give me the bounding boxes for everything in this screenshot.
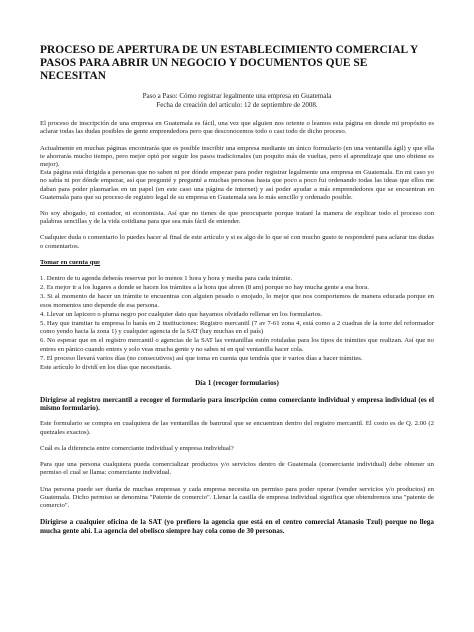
paragraph-comments: Cualquier duda o comentario lo puedes hacer al final de este artículo y si es algo de lo que sé con mucho gusto te responderé para aclarar tus dudas o comentarios. [40, 234, 434, 250]
list-item: Este artículo lo dividí en los días que necesitarás. [40, 364, 172, 372]
creation-date: Fecha de creación del artículo: 12 de septiembre de 2008. [156, 100, 318, 109]
subtitle-line-1: Paso a Paso: Cómo registrar legalmente una empresa en Guatemala [142, 92, 332, 100]
list-item: 3. Si al momento de hacer un trámite te encuentras con alguien pesado o enojado, lo mejor que nos comportemos de manera educada porque en esos momentos uno depende de esa persona. [40, 293, 434, 309]
paragraph-comerciante: Para que una persona cualquiera pueda comercializar productos y/o servicios dentro de Guatemala (comerciante individual) debe obtener un permiso el cual se llama: comerciante individual. [40, 461, 434, 477]
paragraph-patente: Una persona puede ser dueña de muchas empresas y cada empresa necesita un permiso para poder operar (vender servicios y/o productos) en Guatemala. Dicho permiso se denomina "Patente de comercio". Llenar la casilla de empresa individual significa que obtendremos una "patente de comercio". [40, 485, 434, 509]
paragraph-form-cost: Este formulario se compra en cualquiera de las ventanillas de banrural que se encuentran dentro del registro mercantil. El costo es de Q. 2.00 (2 quetzales exactos). [40, 420, 434, 436]
list-item: 4. Llevar un lapicero o pluma negro por cualquier dato que hayamos olvidado rellenar en los formularios. [40, 310, 323, 318]
document-subtitle [40, 92, 434, 109]
instruction-sat-office: Dirigirse a cualquier oficina de la SAT (yo prefiero la agencia que está en el centro comercial Atanasio Tzul) porque no llega mucha gente ahí. La agencia del obelisco siempre hay cola como de 30 personas. [40, 518, 434, 535]
instruction-registro-mercantil: Dirigirse al registro mercantil a recoger el formulario para inscripción como comerciante individual y empresa individual (es el mismo formulario). [40, 395, 434, 413]
question-difference: Cuál es la diferencia entre comerciante individual y empresa individual? [40, 444, 234, 452]
paragraph-disclaimer: No soy abogado, ni contador, ni economista. Así que no tienes de que preocuparte porque trataré la manera de explicar todo el proceso con palabras sencillas y de la vida cotidiana para que sea más fácil de entender. [40, 210, 434, 226]
paragraph-single-form: Actualmente en muchas páginas encontrarás que es posible inscribir una empresa mediante un único formulario (en una ventanilla ágil) y que ella te ahorrarás mucho tiempo, pero mejor optó por seguir los pasos tradicionales (un poquito más de vueltas, pero el aprendizaje que uno obtiene es mejor). [40, 144, 434, 168]
list-item: 2. Es mejor ir a los lugares a donde se hacen los trámites a la hora que abren (8 am) porque no hay mucha gente a esa hora. [40, 284, 369, 292]
list-item: 5. Hay que tramitar tu empresa lo harás en 2 instituciones: Registro mercantil (7 av 7-61 zona 4, está como a 2 cuadras de la torre del reformador como yendo hacia la zona 1) y cualquier agencia de la SAT (hay muchas en el país) [40, 320, 434, 336]
list-item: 6. No esperar que en el registro mercantil o agencias de la SAT las ventanillas estén rotuladas para los tipos de trámites que realizan. Así que no entres en pánico cuando entres y solo veas mucha gente y no sabes ni en qué ventanilla hacer cola. [40, 337, 434, 353]
section-heading-dia-1: Día 1 (recoger formularios) [195, 379, 279, 388]
list-item: 7. El proceso llevará varios días (no consecutivos) así que toma en cuenta que tendrás que ir varios días a hacer trámites. [40, 354, 363, 362]
heading-tomar-en-cuenta: Tomar en cuenta que [40, 258, 101, 266]
list-item: 1. Dentro de tu agenda deberás reservar por lo menos 1 hora y hora y media para cada trámite. [40, 275, 293, 283]
document-title: PROCESO DE APERTURA DE UN ESTABLECIMIENTO COMERCIAL Y PASOS PARA ABRIR UN NEGOCIO Y DOCUMENTOS QUE SE NECESITAN [40, 44, 418, 82]
paragraph-audience: Esta página está dirigida a personas que no saben ni por dónde empezar para poder registrar legalmente una empresa en Guatemala. En mi caso yo no sabía ni por dónde empezar, así que pregunté y pregunté a muchas personas hasta que poco a poco fui ordenando todas las ideas que ellos me daban para poder plasmarlas en un papel (en este caso una página de internet) y así poder ayudar a más emprendedores que se encuentran en Guatemala para que su proceso de registro legal de su empresa en Guatemala sea lo más sencillo y ordenado posible. [40, 169, 434, 201]
considerations-list [40, 275, 434, 372]
intro-paragraph: El proceso de inscripción de una empresa en Guatemala es fácil, una vez que alguien nos oriente o leamos esta página en donde mi propósito es aclarar todas las dudas posibles de gente emprendedora pero que desconocemos todo o casi todo de dicho proceso. [40, 120, 434, 136]
